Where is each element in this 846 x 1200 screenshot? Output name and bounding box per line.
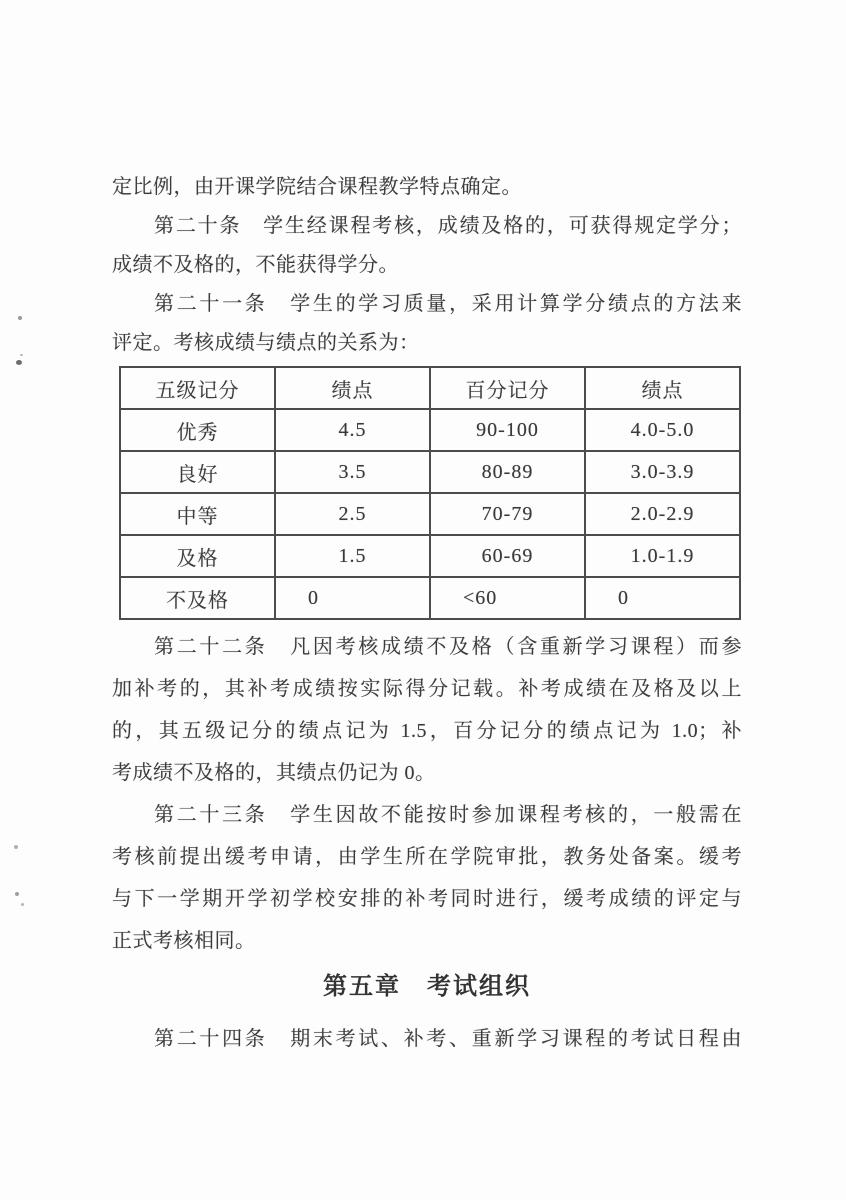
text-line: 评定。考核成绩与绩点的关系为： xyxy=(112,332,420,354)
text-line: 考核前提出缓考申请，由学生所在学院审批，教务处备案。缓考 xyxy=(112,846,742,868)
table-row-fail xyxy=(120,577,740,619)
table-cell: 60-69 xyxy=(430,535,585,577)
table-cell: 2.5 xyxy=(275,493,430,535)
table-cell: 0 xyxy=(585,577,740,619)
table-header-cell: 五级记分 xyxy=(120,367,275,409)
table-header-row xyxy=(120,367,740,409)
text-line: 的，其五级记分的绩点记为 1.5，百分记分的绩点记为 1.0；补 xyxy=(112,720,742,742)
paragraphs-before-table xyxy=(112,168,742,363)
grade-point-table xyxy=(119,366,741,620)
scan-speck xyxy=(20,354,23,356)
table-cell: 及格 xyxy=(120,535,275,577)
table-cell: 中等 xyxy=(120,493,275,535)
paragraphs-after-table xyxy=(112,626,742,1060)
table-cell: 4.5 xyxy=(275,409,430,451)
table-header-cell: 百分记分 xyxy=(430,367,585,409)
table-row-good xyxy=(120,451,740,493)
table-row-excellent xyxy=(120,409,740,451)
table-row-medium xyxy=(120,493,740,535)
text-line: 考成绩不及格的，其绩点仍记为 0。 xyxy=(112,762,436,784)
table-cell: <60 xyxy=(430,577,585,619)
text-line-article-21: 第二十一条 学生的学习质量，采用计算学分绩点的方法来 xyxy=(154,293,742,315)
table-cell: 70-79 xyxy=(430,493,585,535)
scan-speck xyxy=(18,316,22,320)
table-cell: 90-100 xyxy=(430,409,585,451)
table-cell: 优秀 xyxy=(120,409,275,451)
table-cell: 1.5 xyxy=(275,535,430,577)
scan-speck xyxy=(14,845,18,849)
table-header-cell: 绩点 xyxy=(585,367,740,409)
text-line-article-24: 第二十四条 期末考试、补考、重新学习课程的考试日程由 xyxy=(154,1028,742,1050)
table-cell: 3.5 xyxy=(275,451,430,493)
table-cell: 4.0-5.0 xyxy=(585,409,740,451)
table-cell: 1.0-1.9 xyxy=(585,535,740,577)
text-line-article-23: 第二十三条 学生因故不能按时参加课程考核的，一般需在 xyxy=(154,804,742,826)
document-body xyxy=(112,168,742,1060)
text-line: 加补考的，其补考成绩按实际得分记载。补考成绩在及格及以上 xyxy=(112,678,742,700)
text-line: 与下一学期开学初学校安排的补考同时进行，缓考成绩的评定与 xyxy=(112,888,742,910)
table-cell: 80-89 xyxy=(430,451,585,493)
text-line: 成绩不及格的，不能获得学分。 xyxy=(112,254,399,276)
table-row-pass xyxy=(120,535,740,577)
table-cell: 良好 xyxy=(120,451,275,493)
text-line: 正式考核相同。 xyxy=(112,930,256,952)
table-cell: 不及格 xyxy=(120,577,275,619)
table-cell: 0 xyxy=(275,577,430,619)
scan-speck xyxy=(16,360,22,365)
table-header-cell: 绩点 xyxy=(275,367,430,409)
text-line-article-20: 第二十条 学生经课程考核，成绩及格的，可获得规定学分； xyxy=(154,215,742,237)
scan-speck xyxy=(15,892,19,896)
text-line-article-22: 第二十二条 凡因考核成绩不及格（含重新学习课程）而参 xyxy=(154,636,742,658)
table-cell: 2.0-2.9 xyxy=(585,493,740,535)
chapter-heading: 第五章 考试组织 xyxy=(323,973,531,1000)
scan-speck xyxy=(21,903,24,906)
table-cell: 3.0-3.9 xyxy=(585,451,740,493)
text-line: 定比例，由开课学院结合课程教学特点确定。 xyxy=(112,176,522,198)
